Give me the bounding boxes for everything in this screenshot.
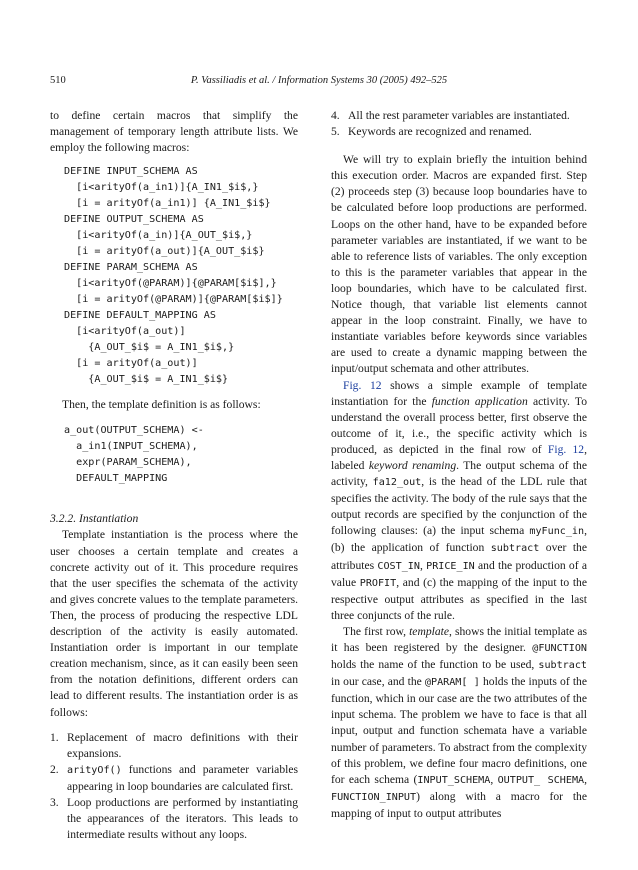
template-intro: Then, the template definition is as follows: <box>62 398 261 412</box>
figure-link[interactable]: Fig. 12 <box>547 442 585 456</box>
section-heading: 3.2.2. Instantiation <box>50 512 139 526</box>
page-header <box>50 75 588 91</box>
figure-link[interactable]: Fig. 12 <box>343 378 382 392</box>
page-number: 510 <box>50 75 66 86</box>
list-item: 2. arityOf() functions and parameter variables appearing in loop boundaries are calculated first. <box>50 762 298 793</box>
template-definition-code: a_out(OUTPUT_SCHEMA) <- a_in1(INPUT_SCHEMA), expr(PARAM_SCHEMA), DEFAULT_MAPPING <box>64 425 204 485</box>
list-item: 5. Keywords are recognized and renamed. <box>331 125 532 139</box>
instantiation-order-list-continued <box>331 108 587 140</box>
list-item: 3. Loop productions are performed by instantiating the appearances of the iterators. This leads to intermediate results without any loops. <box>50 795 298 842</box>
running-title: P. Vassiliadis et al. / Information Systems 30 (2005) 492–525 <box>190 75 448 86</box>
figure-example-paragraph: Fig. 12 shows a simple example of template instantiation for the function application activity. To understand the overall process better, first observe the outcome of it, i.e., the specific activity which is produced, as depicted in the final row of Fig. 12, labeled keyword renaming. The output schema of the activity, fa12_out, is the head of the LDL rule that specifies the activity. The body of the rule says that the output records are specified by the conjunction of the following clauses: (a) the input schema myFunc_in, (b) the application of function subtract over the attributes COST_IN, PRICE_IN and the production of a value PROFIT, and (c) the mapping of the input to the respective output attributes as specified in the last three conjuncts of the rule. <box>331 378 588 622</box>
instantiation-paragraph: Template instantiation is the process where the user chooses a certain template and creates a concrete activity out of it. This procedure requires that the user specifies the schemata of the activity and gives concrete values to the template parameters. Then, the process of producing the respective LDL description of the activity is easily automated. Instantiation order is important in our template creation mechanism, since, as it can easily been seen from the notation definitions, different orders can lead to different results. The instantiation order is as follows: <box>50 528 298 719</box>
instantiation-order-list <box>50 730 298 844</box>
execution-order-paragraph: We will try to explain briefly the intuition behind this execution order. Macros are expanded first. Step (2) proceeds step (3) because loop boundaries have to be calculated before loop productions are performed. Loops on the other hand, have to be expanded before parameter variables are instantiated, if we want to be able to reference lists of variables. The only exception to this is the parameter variables that appear in the loop boundaries, which have to be calculated first. Notice though, that variable list elements cannot appear in the loop constraint. Finally, we have to instantiate variables before keywords since variables are used to create a dynamic mapping between the input/output schemata and other attributes. <box>331 153 587 376</box>
left-column <box>50 108 298 843</box>
list-item: 1. Replacement of macro definitions with their expansions. <box>50 730 298 760</box>
right-column <box>331 108 587 822</box>
macro-definitions-code: DEFINE INPUT_SCHEMA AS [i<arityOf(a_in1)]{A_IN1_$i$,} [i = arityOf(a_in1)] {A_IN1_$i$} DEFINE OUTPUT_SCHEMA AS [i<arityOf(a_in)]{A_OUT_$i$,} [i = arityOf(a_out)]{A_OUT_$i$} DEFINE PARAM_SCHEMA AS [i<arityOf(@PARAM)]{@PARAM[$i$],} [i = arityOf(@PARAM)]{@PARAM[$i$]} DEFINE DEFAULT_MAPPING AS [i<arityOf(a_out)] {A_OUT_$i$ = A_IN1_$i$,} [i = arityOf(a_out)] {A_OUT_$i$ = A_IN1_$i$} <box>64 166 283 386</box>
template-row-paragraph: The first row, template, shows the initial template as it has been registered by the designer. @FUNCTION holds the name of the function to be used, subtract in our case, and the @PARAM[ ] holds the inputs of the function, which in our case are the two attributes of the input schema. The problem we have to face is that all input, output and function schemata have a variable number of parameters. To abstract from the complexity of this problem, we define four macro definitions, one for each schema (INPUT_SCHEMA, OUTPUT_ SCHEMA, FUNCTION_INPUT) along with a macro for the mapping of input to output attributes <box>331 624 588 820</box>
list-item: 4. All the rest parameter variables are instantiated. <box>331 109 570 122</box>
intro-paragraph: to define certain macros that simplify the management of temporary length attribute lists. We employ the following macros: <box>50 109 298 155</box>
